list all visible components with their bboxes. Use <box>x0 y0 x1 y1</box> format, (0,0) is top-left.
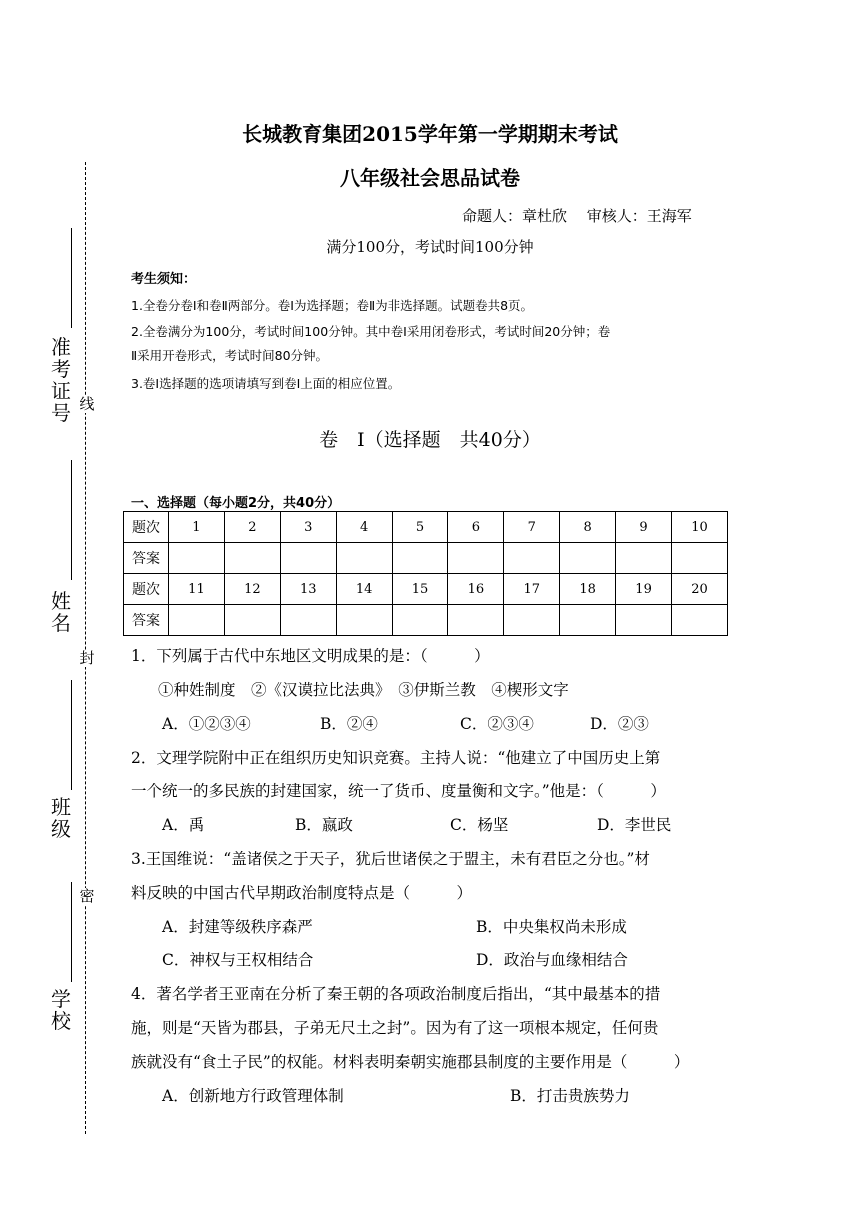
class-label: 班级 <box>51 795 71 841</box>
binding-dashed-line <box>85 162 86 1134</box>
row-label: 答案 <box>124 543 169 574</box>
school-blank <box>71 882 72 982</box>
answer-cell[interactable] <box>560 605 616 636</box>
question-number: 7 <box>504 512 560 543</box>
question-number: 14 <box>336 574 392 605</box>
notice-line-2a: 2.全卷满分为100分，考试时间100分钟。其中卷Ⅰ采用闭卷形式，考试时间20分钟；卷 <box>131 324 611 339</box>
question-number: 13 <box>280 574 336 605</box>
answer-cell[interactable] <box>448 543 504 574</box>
q3-option-b: B．中央集权尚未形成 <box>476 918 627 936</box>
seal-mark-mi: 密 <box>79 887 95 905</box>
notice-title: 考生须知： <box>131 272 197 287</box>
answer-cell[interactable] <box>224 543 280 574</box>
notice-line-3: 3.卷Ⅰ选择题的选项请填写到卷Ⅰ上面的相应位置。 <box>131 376 401 391</box>
q2-option-a: A．禹 <box>162 816 205 834</box>
paper-subtitle: 八年级社会思品试卷 <box>340 166 520 190</box>
exam-id-label: 准考证号 <box>51 335 71 425</box>
answer-cell[interactable] <box>336 605 392 636</box>
question-number: 9 <box>616 512 672 543</box>
answer-cell[interactable] <box>672 543 728 574</box>
table-row <box>124 574 728 605</box>
question-number: 20 <box>672 574 728 605</box>
question-number: 10 <box>672 512 728 543</box>
q2-stem-line1: 2．文理学院附中正在组织历史知识竞赛。主持人说：“他建立了中国历史上第 <box>131 749 661 767</box>
q3-option-a: A．封建等级秩序森严 <box>162 918 313 936</box>
q3-option-d: D．政治与血缘相结合 <box>476 951 628 969</box>
notice-line-2b: Ⅱ采用开卷形式，考试时间80分钟。 <box>131 348 329 363</box>
question-number: 15 <box>392 574 448 605</box>
q2-stem-line2: 一个统一的多民族的封建国家，统一了货币、度量衡和文字。”他是：（ ） <box>131 782 666 800</box>
table-row <box>124 543 728 574</box>
q3-stem-line1: 3.王国维说：“盖诸侯之于天子，犹后世诸侯之于盟主，未有君臣之分也。”材 <box>131 850 650 868</box>
q3-stem-line2: 料反映的中国古代早期政治制度特点是（ ） <box>131 884 473 902</box>
answer-cell[interactable] <box>560 543 616 574</box>
row-label: 题次 <box>124 512 169 543</box>
table-row <box>124 605 728 636</box>
question-number: 5 <box>392 512 448 543</box>
q2-option-d: D．李世民 <box>597 816 672 834</box>
answer-table <box>123 511 728 636</box>
answer-cell[interactable] <box>616 605 672 636</box>
question-number: 11 <box>169 574 225 605</box>
school-label: 学校 <box>51 987 71 1033</box>
q1-items: ①种姓制度 ②《汉谟拉比法典》 ③伊斯兰教 ④楔形文字 <box>158 681 569 699</box>
q2-option-c: C．杨坚 <box>450 816 509 834</box>
seal-mark-feng: 封 <box>79 649 95 667</box>
answer-cell[interactable] <box>169 605 225 636</box>
answer-cell[interactable] <box>392 605 448 636</box>
answer-cell[interactable] <box>280 543 336 574</box>
notice-line-1: 1.全卷分卷Ⅰ和卷Ⅱ两部分。卷Ⅰ为选择题；卷Ⅱ为非选择题。试题卷共8页。 <box>131 298 534 313</box>
q2-option-b: B．嬴政 <box>295 816 353 834</box>
answer-cell[interactable] <box>504 605 560 636</box>
question-number: 4 <box>336 512 392 543</box>
question-number: 2 <box>224 512 280 543</box>
q4-option-a: A．创新地方行政管理体制 <box>162 1087 344 1105</box>
q1-option-a: A．①②③④ <box>162 715 251 733</box>
q1-option-c: C．②③④ <box>460 715 534 733</box>
name-label: 姓名 <box>51 589 71 635</box>
q3-option-c: C．神权与王权相结合 <box>162 951 314 969</box>
exam-title: 长城教育集团2015学年第一学期期末考试 <box>242 122 618 146</box>
question-number: 8 <box>560 512 616 543</box>
setter-reviewer: 命题人：章杜欣 审核人：王海军 <box>462 207 692 225</box>
q4-stem-line3: 族就没有“食土子民”的权能。材料表明秦朝实施郡县制度的主要作用是（ ） <box>131 1053 690 1071</box>
question-number: 6 <box>448 512 504 543</box>
answer-cell[interactable] <box>169 543 225 574</box>
answer-cell[interactable] <box>280 605 336 636</box>
table-row <box>124 512 728 543</box>
answer-cell[interactable] <box>336 543 392 574</box>
question-number: 12 <box>224 574 280 605</box>
q1-stem: 1．下列属于古代中东地区文明成果的是：（ ） <box>131 647 490 665</box>
class-blank <box>71 680 72 790</box>
answer-cell[interactable] <box>616 543 672 574</box>
row-label: 题次 <box>124 574 169 605</box>
q1-option-b: B．②④ <box>320 715 378 733</box>
row-label: 答案 <box>124 605 169 636</box>
q4-stem-line1: 4．著名学者王亚南在分析了秦王朝的各项政治制度后指出，“其中最基本的措 <box>131 985 661 1003</box>
q4-stem-line2: 施，则是“天皆为郡县，子弟无尺土之封”。因为有了这一项根本规定，任何贵 <box>131 1019 659 1037</box>
name-blank <box>71 460 72 580</box>
answer-cell[interactable] <box>392 543 448 574</box>
q1-option-d: D．②③ <box>590 715 649 733</box>
question-number: 19 <box>616 574 672 605</box>
question-number: 17 <box>504 574 560 605</box>
question-number: 18 <box>560 574 616 605</box>
q4-option-b: B．打击贵族势力 <box>510 1087 630 1105</box>
answer-cell[interactable] <box>672 605 728 636</box>
question-number: 16 <box>448 574 504 605</box>
volume-title: 卷 Ⅰ（选择题 共40分） <box>319 429 541 451</box>
section-title: 一、选择题（每小题2分，共40分） <box>131 496 341 511</box>
question-number: 3 <box>280 512 336 543</box>
answer-cell[interactable] <box>224 605 280 636</box>
seal-mark-xian: 线 <box>79 395 95 413</box>
full-mark-info: 满分100分，考试时间100分钟 <box>326 238 534 256</box>
answer-cell[interactable] <box>448 605 504 636</box>
answer-cell[interactable] <box>504 543 560 574</box>
question-number: 1 <box>169 512 225 543</box>
